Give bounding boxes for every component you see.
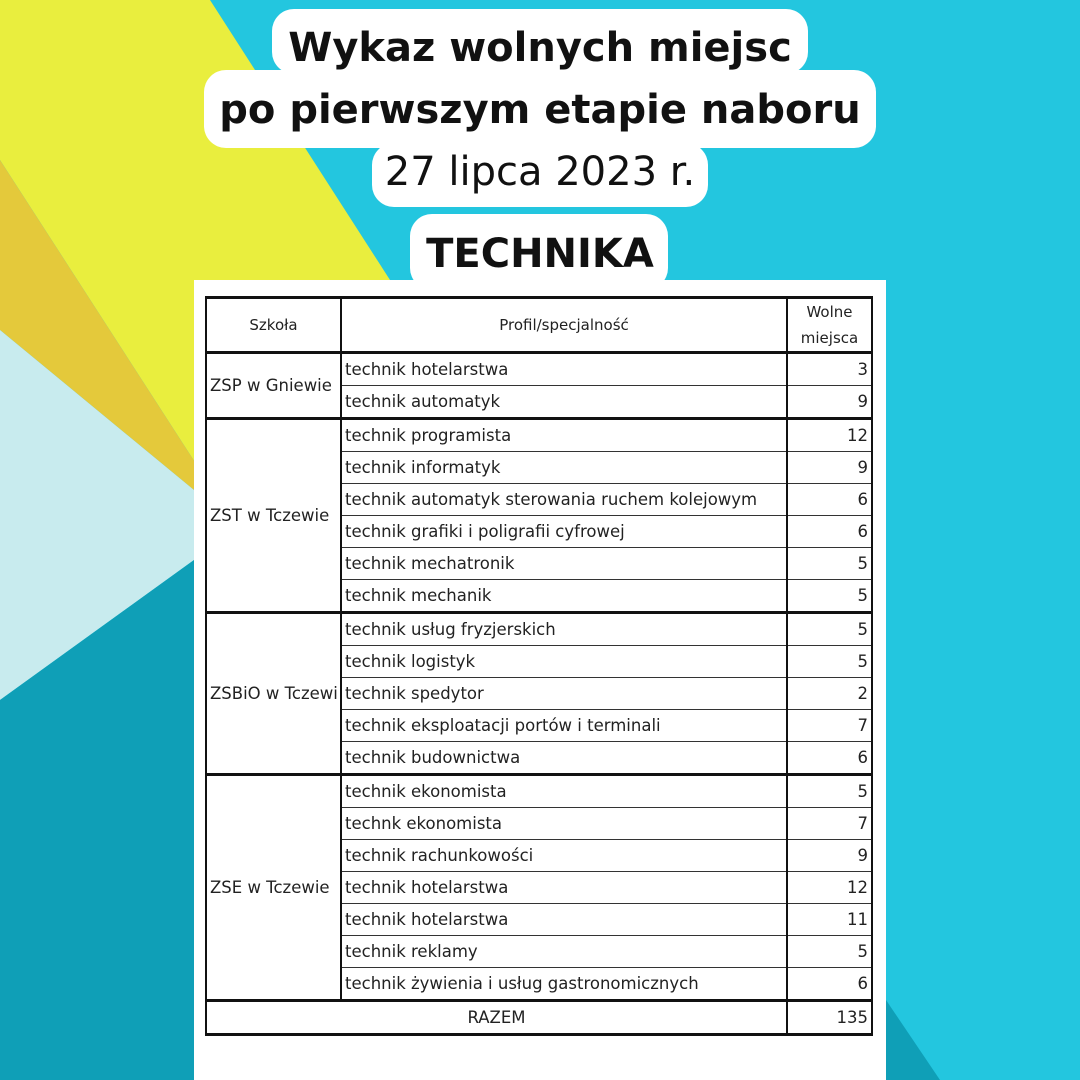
header-school: Szkoła [206,298,341,353]
profile-cell: technik informatyk [341,452,787,484]
free-places-cell: 5 [787,936,872,968]
table-row [206,613,872,646]
free-places-cell: 7 [787,808,872,840]
free-places-cell: 5 [787,613,872,646]
free-places-cell: 11 [787,904,872,936]
free-places-cell: 6 [787,516,872,548]
free-places-cell: 5 [787,548,872,580]
total-label: RAZEM [206,1001,787,1035]
profile-cell: technik żywienia i usług gastronomicznych [341,968,787,1001]
profile-cell: technik usług fryzjerskich [341,613,787,646]
header-profile: Profil/specjalność [341,298,787,353]
school-cell: ZSE w Tczewie [206,775,341,1001]
profile-cell: technik logistyk [341,646,787,678]
header-free-line1: Wolne [806,303,853,321]
table-body [206,353,872,1001]
profile-cell: technk ekonomista [341,808,787,840]
profile-cell: technik mechanik [341,580,787,613]
total-row [206,1001,872,1035]
free-places-cell: 6 [787,484,872,516]
profile-cell: technik eksploatacji portów i terminali [341,710,787,742]
free-places-cell: 9 [787,840,872,872]
school-cell: ZSBiO w Tczewi [206,613,341,775]
profile-cell: technik reklamy [341,936,787,968]
date-line: 27 lipca 2023 r. [384,149,696,195]
table-row [206,419,872,452]
profile-cell: technik mechatronik [341,548,787,580]
free-places-cell: 5 [787,646,872,678]
free-places-cell: 12 [787,419,872,452]
table-row [206,775,872,808]
free-places-cell: 6 [787,742,872,775]
profile-cell: technik budownictwa [341,742,787,775]
title-line-1: Wykaz wolnych miejsc [288,25,792,71]
table-header-row [206,298,872,353]
school-cell: ZST w Tczewie [206,419,341,613]
header-free-places [787,298,872,353]
profile-cell: technik hotelarstwa [341,904,787,936]
title-line-2: po pierwszym etapie naboru [219,87,861,133]
category-title: TECHNIKA [426,231,654,277]
free-places-cell: 5 [787,775,872,808]
profile-cell: technik rachunkowości [341,840,787,872]
table-row [206,353,872,386]
free-places-cell: 9 [787,386,872,419]
free-places-cell: 3 [787,353,872,386]
profile-cell: technik hotelarstwa [341,353,787,386]
free-places-table [205,296,873,1036]
profile-cell: technik ekonomista [341,775,787,808]
free-places-cell: 2 [787,678,872,710]
profile-cell: technik programista [341,419,787,452]
free-places-cell: 12 [787,872,872,904]
profile-cell: technik grafiki i poligrafii cyfrowej [341,516,787,548]
profile-cell: technik automatyk [341,386,787,419]
profile-cell: technik hotelarstwa [341,872,787,904]
total-value: 135 [787,1001,872,1035]
profile-cell: technik automatyk sterowania ruchem kolejowym [341,484,787,516]
free-places-cell: 7 [787,710,872,742]
profile-cell: technik spedytor [341,678,787,710]
free-places-cell: 6 [787,968,872,1001]
free-places-cell: 5 [787,580,872,613]
header-free-line2: miejsca [800,329,859,347]
school-cell: ZSP w Gniewie [206,353,341,419]
free-places-cell: 9 [787,452,872,484]
